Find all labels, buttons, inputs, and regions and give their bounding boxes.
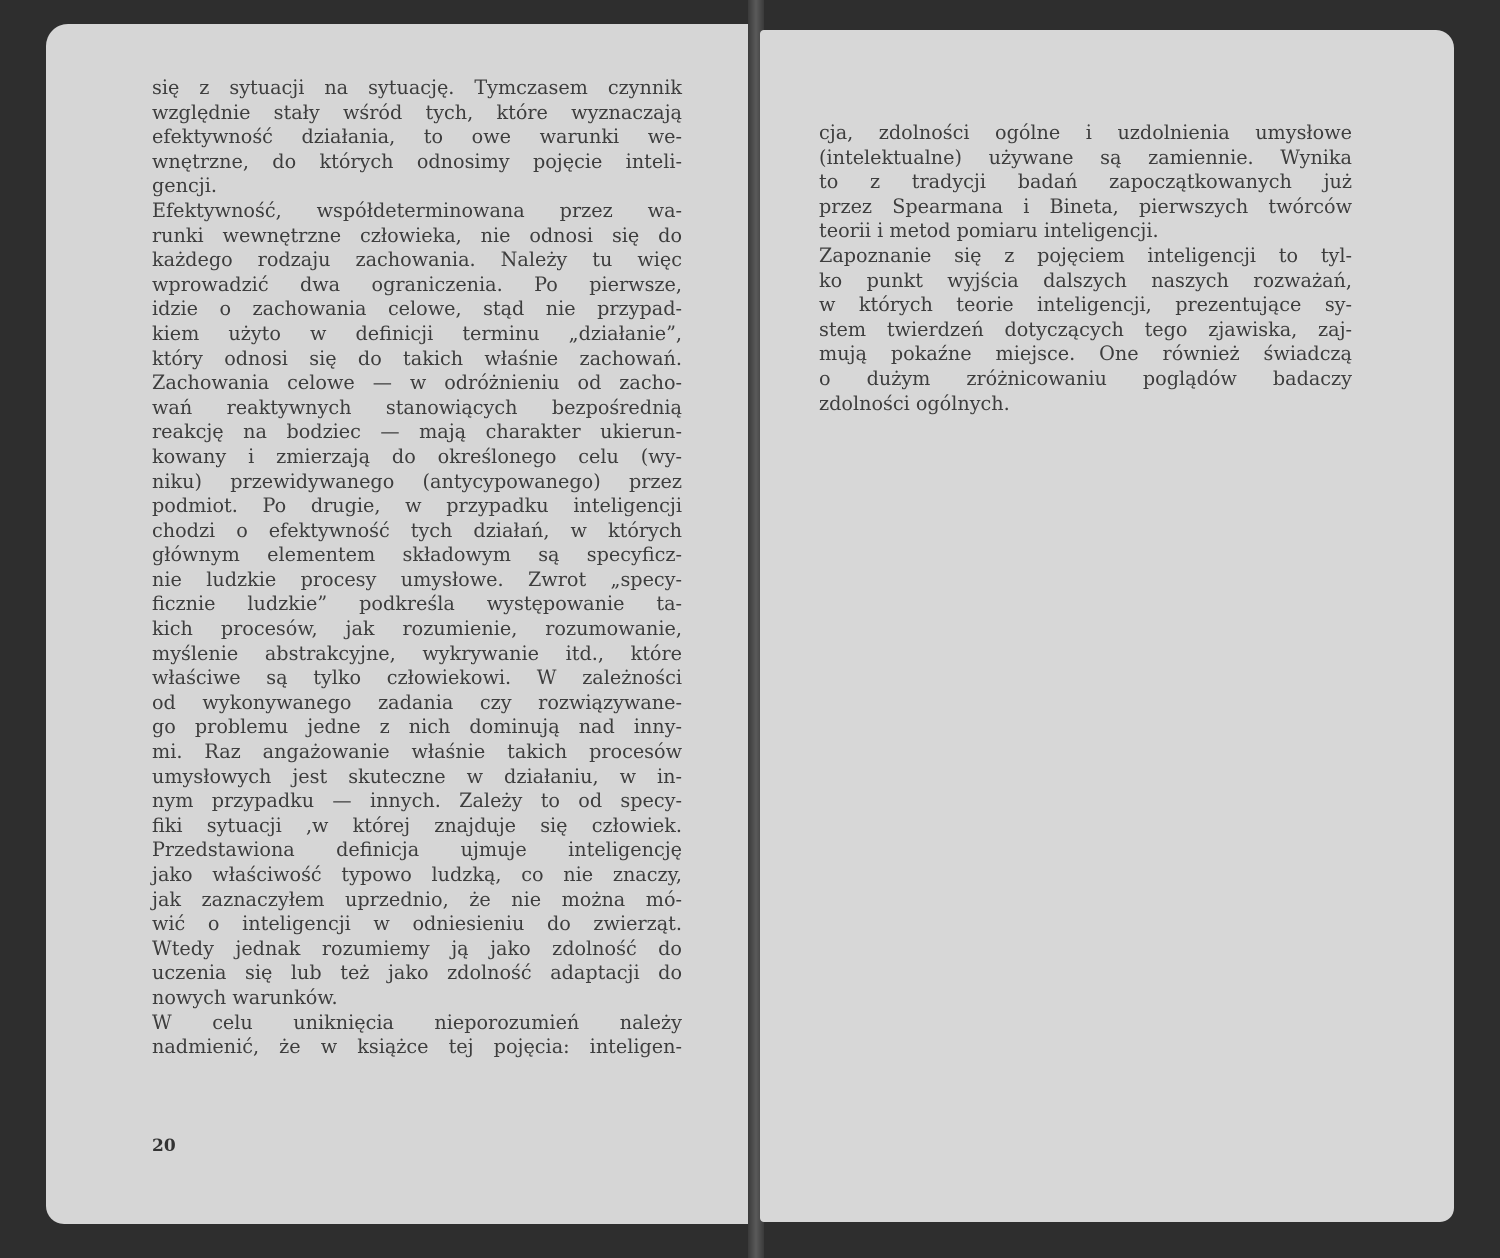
text-line: od wykonywanego zadania czy rozwiązywane- [152,690,682,714]
text-line: nowych warunków. [152,985,338,1009]
text-line: mują pokaźne miejsce. One również świadczą [819,342,1352,366]
text-line: runki wewnętrzne człowieka, nie odnosi się do [152,223,682,247]
text-line: kiem użyto w definicji terminu „działanie”, [152,321,682,345]
text-line: Efektywność, współdeterminowana przez wa- [152,198,682,222]
text-line: o dużym zróżnicowaniu poglądów badaczy [819,366,1352,390]
text-line: wnętrzne, do których odnosimy pojęcie inteli- [152,149,682,173]
text-line: mi. Raz angażowanie właśnie takich procesów [152,740,682,764]
text-line: W celu uniknięcia nieporozumień należy [152,1010,682,1034]
text-line: Zachowania celowe — w odróżnieniu od zacho- [152,371,682,395]
right-page-text [819,121,1352,416]
text-line: przez Spearmana i Bineta, pierwszych twórców [819,194,1352,218]
text-line: to z tradycji badań zapoczątkowanych już [819,170,1352,194]
text-line: wprowadzić dwa ograniczenia. Po pierwsze, [152,272,682,296]
text-line: efektywność działania, to owe warunki we- [152,125,682,149]
text-line: który odnosi się do takich właśnie zachowań. [152,346,682,370]
text-line: (intelektualne) używane są zamiennie. Wynika [819,145,1352,169]
page-number: 20 [152,1136,176,1156]
text-line: ko punkt wyjścia dalszych naszych rozważań, [819,268,1352,292]
text-line: Wtedy jednak rozumiemy ją jako zdolność do [152,936,682,960]
text-line: cja, zdolności ogólne i uzdolnienia umysłowe [819,121,1352,144]
text-line: umysłowych jest skuteczne w działaniu, w in- [152,764,682,788]
text-line: kich procesów, jak rozumienie, rozumowanie, [152,617,682,641]
text-line: w których teorie inteligencji, prezentujące sy- [819,293,1352,317]
left-page [46,24,752,1224]
text-line: gencji. [152,174,217,198]
text-line: podmiot. Po drugie, w przypadku inteligencji [152,494,682,518]
text-line: stem twierdzeń dotyczących tego zjawiska, zaj- [819,317,1352,341]
text-line: nym przypadku — innych. Zależy to od specy- [152,789,682,813]
text-line: głównym elementem składowym są specyficz- [152,543,682,567]
text-line: każdego rodzaju zachowania. Należy tu więc [152,248,682,272]
text-line: wić o inteligencji w odniesieniu do zwierząt. [152,912,682,936]
text-line: się z sytuacji na sytuację. Tymczasem czynnik [152,76,682,99]
text-line: wań reaktywnych stanowiących bezpośrednią [152,395,682,419]
text-line: ficznie ludzkie” podkreśla występowanie ta- [152,592,682,616]
text-line: Zapoznanie się z pojęciem inteligencji to tyl- [819,243,1352,267]
text-line: uczenia się lub też jako zdolność adaptacji do [152,961,682,985]
text-line: idzie o zachowania celowe, stąd nie przypad- [152,297,682,321]
text-line: jako właściwość typowo ludzką, co nie znaczy, [152,863,682,886]
text-line: myślenie abstrakcyjne, wykrywanie itd., które [152,641,682,665]
text-line: właściwe są tylko człowiekowi. W zależności [152,666,682,690]
text-line: fiki sytuacji ,w której znajduje się człowiek. [152,813,682,837]
right-page [760,30,1454,1222]
text-line: względnie stały wśród tych, które wyznaczają [152,100,682,124]
text-line: chodzi o efektywność tych działań, w których [152,518,682,542]
text-line: reakcję na bodziec — mają charakter ukierun- [152,420,682,444]
text-line: niku) przewidywanego (antycypowanego) przez [152,469,682,493]
text-line: nie ludzkie procesy umysłowe. Zwrot „specy- [152,567,682,591]
text-line: zdolności ogólnych. [819,391,1010,415]
text-line: jak zaznaczyłem uprzednio, że nie można mó- [152,887,682,911]
text-line: go problemu jedne z nich dominują nad inny- [152,715,682,739]
left-page-text [152,76,682,1060]
text-line: nadmienić, że w książce tej pojęcia: inteligen- [152,1035,682,1059]
text-line: kowany i zmierzają do określonego celu (wy- [152,444,682,468]
text-line: Przedstawiona definicja ujmuje inteligencję [152,838,682,862]
text-line: teorii i metod pomiaru inteligencji. [819,219,1159,243]
